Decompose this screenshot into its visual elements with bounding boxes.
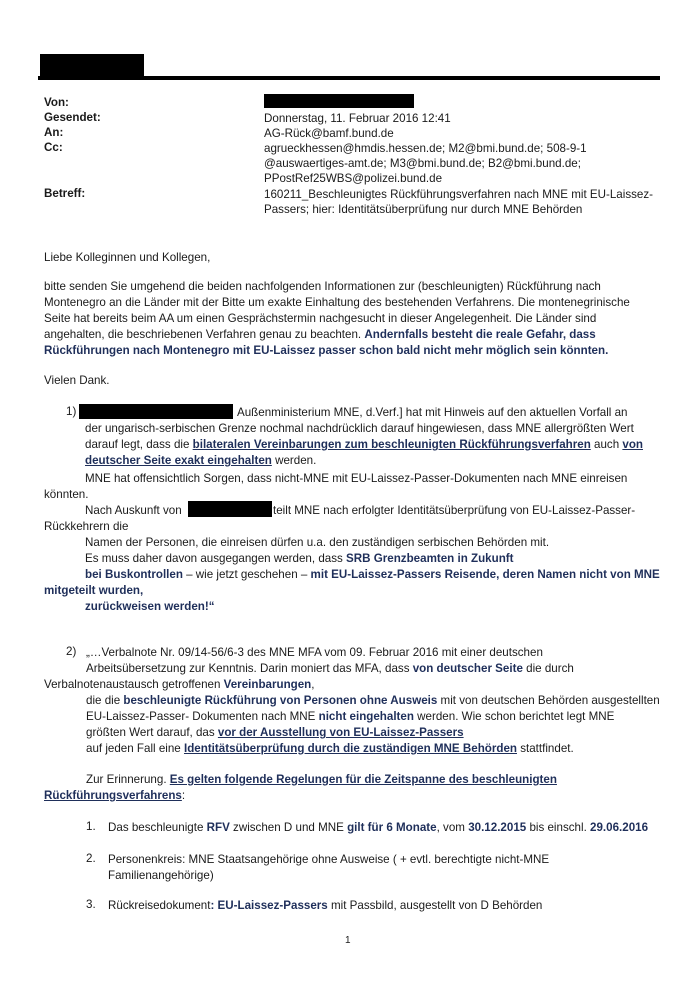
bus-controls-phrase: bei Buskontrollen xyxy=(85,568,183,581)
item-1-line-1: Außenministerium MNE, d.Verf.] hat mit Hinweis auf den aktuellen Vorfall an xyxy=(237,406,628,419)
item-2-number: 2) xyxy=(66,645,77,658)
rule-3-text xyxy=(108,898,542,913)
german-side-phrase-2: von deutscher Seite xyxy=(412,662,523,675)
intro-line-2: Montenegro an die Länder mit der Bitte um exakte Einhaltung des bestehenden Verfahrens. Die montenegrinische xyxy=(44,296,630,309)
item-2-line-3-end: , xyxy=(311,678,315,691)
identity-check-phrase: Identitätsüberprüfung durch die zuständigen MNE Behörden xyxy=(183,742,517,755)
rejection-phrase-mid: mitgeteilt wurden, xyxy=(44,584,144,597)
redaction-sender-box xyxy=(40,54,144,78)
item-1-line-7-start: Nach Auskunft von xyxy=(85,504,182,517)
rule-1-duration: gilt für 6 Monate xyxy=(347,821,437,834)
item-2-line-4 xyxy=(86,693,660,708)
rule-3-document: : EU-Laissez-Passers xyxy=(210,899,328,912)
rule-1-end-date: 29.06.2016 xyxy=(590,821,649,834)
rule-3-c: mit Passbild, ausgestellt von D Behörden xyxy=(327,899,543,912)
item-2-line-5 xyxy=(86,709,614,724)
subject-label: Betreff: xyxy=(44,187,86,200)
page-number: 1 xyxy=(345,935,351,946)
rejection-phrase-start: mit EU-Laissez-Passers Reisende, deren Namen nicht von MNE xyxy=(310,568,660,581)
item-2-line-8 xyxy=(86,772,557,787)
intro-warning-start: Andernfalls besteht die reale Gefahr, dass xyxy=(364,328,596,341)
item-2-line-4-end: mit von deutschen Behörden ausgestellten xyxy=(437,694,660,707)
item-1-line-5: MNE hat offensichtlich Sorgen, dass nicht-MNE mit EU-Laissez-Passer-Dokumenten nach MNE einreisen xyxy=(85,472,628,485)
subject-line-2: Passers; hier: Identitätsüberprüfung nur durch MNE Behörden xyxy=(264,203,583,216)
rule-1-c: zwischen D und MNE xyxy=(229,821,348,834)
thanks: Vielen Dank. xyxy=(44,374,110,387)
item-1-line-2: der ungarisch-serbischen Grenze nochmal nachdrücklich darauf hingewiesen, dass MNE allergrößten Wert xyxy=(85,422,634,435)
item-2-line-7-plain: auf jeden Fall eine xyxy=(86,742,184,755)
redaction-item-1-contact xyxy=(188,501,272,517)
item-1-line-8: Rückkehrern die xyxy=(44,520,129,533)
rules-intro-colon: : xyxy=(181,789,186,802)
serbian-border-phrase: SRB Grenzbeamten in Zukunft xyxy=(346,552,514,565)
item-1-line-6: könnten. xyxy=(44,488,89,501)
reminder-label: Zur Erinnerung. xyxy=(86,773,170,786)
item-1-line-4 xyxy=(85,453,316,468)
item-2-line-7 xyxy=(86,741,574,756)
item-2-line-2-plain: Arbeitsübersetzung zur Kenntnis. Darin moniert das MFA, dass xyxy=(86,662,413,675)
redaction-from-value xyxy=(264,94,414,108)
to-label: An: xyxy=(44,126,64,139)
cc-line-3: PPostRef25WBS@polizei.bund.de xyxy=(264,172,443,185)
item-1-line-10-plain: Es muss daher davon ausgegangen werden, dass xyxy=(85,552,347,565)
item-2-line-1: „…Verbalnote Nr. 09/14-56/6-3 des MNE MFA vom 09. Februar 2016 mit einer deutschen xyxy=(86,646,543,659)
rule-1-e: , vom xyxy=(436,821,469,834)
item-2-line-5-end: werden. Wie schon berichtet legt MNE xyxy=(413,710,615,723)
not-complied-phrase: nicht eingehalten xyxy=(318,710,414,723)
rule-3-a: Rückreisedokument xyxy=(108,899,211,912)
intro-line-3: Seite hat bereits beim AA um einen Gesprächstermin nachgesucht in dieser Angelegenheit. Die Länder sind xyxy=(44,312,597,325)
item-2-line-3-plain: Verbalnotenaustausch getroffenen xyxy=(44,678,224,691)
accelerated-return-phrase: beschleunigte Rückführung von Personen ohne Ausweis xyxy=(123,694,438,707)
rules-intro-start: Es gelten folgende Regelungen für die Zeitspanne des beschleunigten xyxy=(169,773,557,786)
rule-2-line-2: Familienangehörige) xyxy=(108,869,214,882)
rule-3-number: 3. xyxy=(86,898,96,911)
item-1-line-3-connector: auch xyxy=(590,438,623,451)
item-1-line-7-end: teilt MNE nach erfolgter Identitätsüberprüfung von EU-Laissez-Passer- xyxy=(273,504,636,517)
item-1-line-10 xyxy=(85,551,514,566)
item-2-line-7-end: stattfindet. xyxy=(517,742,574,755)
rule-2-line-1: Personenkreis: MNE Staatsangehörige ohne Ausweise ( + evtl. berechtigte nicht-MNE xyxy=(108,853,550,866)
rejection-phrase-end: zurückweisen werden!“ xyxy=(85,600,215,613)
german-side-phrase-end: deutscher Seite exakt eingehalten xyxy=(85,454,272,467)
item-1-number: 1) xyxy=(66,405,77,418)
rules-intro-end: Rückführungsverfahrens xyxy=(44,789,182,802)
intro-line-4 xyxy=(44,327,596,342)
german-side-phrase-start: von xyxy=(622,438,643,451)
item-2-line-2 xyxy=(86,661,574,676)
subject-line-1: 160211_Beschleunigtes Rückführungsverfahren nach MNE mit EU-Laissez- xyxy=(264,188,654,201)
item-1-line-4-plain: werden. xyxy=(271,454,317,467)
agreements-phrase: Vereinbarungen xyxy=(223,678,312,691)
greeting: Liebe Kolleginnen und Kollegen, xyxy=(44,251,211,264)
from-label: Von: xyxy=(44,96,69,109)
item-2-line-9 xyxy=(44,788,185,803)
item-2-line-6 xyxy=(86,725,464,740)
intro-line-1: bitte senden Sie umgehend die beiden nachfolgenden Informationen zur (beschleunigten) Rückführung nach xyxy=(44,280,601,293)
rule-1-g: bis einschl. xyxy=(526,821,591,834)
item-1-line-11-plain: – wie jetzt geschehen – xyxy=(182,568,311,581)
item-2-line-2-end: die durch xyxy=(522,662,574,675)
item-1-line-11 xyxy=(85,567,660,582)
item-2-line-4-plain: die die xyxy=(86,694,124,707)
cc-line-1: agrueckhessen@hmdis.hessen.de; M2@bmi.bund.de; 508-9-1 xyxy=(264,142,587,155)
item-2-line-5-plain: EU-Laissez-Passer- Dokumenten nach MNE xyxy=(86,710,319,723)
rule-2-number: 2. xyxy=(86,852,96,865)
intro-warning-end: Rückführungen nach Montenegro mit EU-Laissez passer schon bald nicht mehr möglich sein könnten. xyxy=(44,344,609,357)
rule-1-text xyxy=(108,820,648,835)
item-1-line-9: Namen der Personen, die einreisen dürfen u.a. den zuständigen serbischen Behörden mit. xyxy=(85,536,550,549)
to-value: AG-Rück@bamf.bund.de xyxy=(264,127,394,140)
cc-line-2: @auswaertiges-amt.de; M3@bmi.bund.de; B2@bmi.bund.de; xyxy=(264,157,581,170)
item-1-line-3 xyxy=(85,437,643,452)
intro-line-4-plain: angehalten, die beschriebenen Verfahren genau zu beachten. xyxy=(44,328,365,341)
rule-1-rfv: RFV xyxy=(206,821,230,834)
before-issuance-phrase: vor der Ausstellung von EU-Laissez-Passers xyxy=(217,726,464,739)
header-rule xyxy=(38,76,660,80)
item-2-line-6-plain: größten Wert darauf, das xyxy=(86,726,218,739)
rule-1-start-date: 30.12.2015 xyxy=(468,821,527,834)
item-2-line-3 xyxy=(44,677,315,692)
sent-value: Donnerstag, 11. Februar 2016 12:41 xyxy=(264,112,451,125)
redaction-item-1-source xyxy=(79,404,233,419)
item-1-line-3-plain: darauf legt, dass die xyxy=(85,438,193,451)
bilateral-agreements-phrase: bilateralen Vereinbarungen zum beschleunigten Rückführungsverfahren xyxy=(192,438,591,451)
sent-label: Gesendet: xyxy=(44,111,101,124)
cc-label: Cc: xyxy=(44,141,63,154)
rule-1-number: 1. xyxy=(86,820,96,833)
rule-1-a: Das beschleunigte xyxy=(108,821,207,834)
